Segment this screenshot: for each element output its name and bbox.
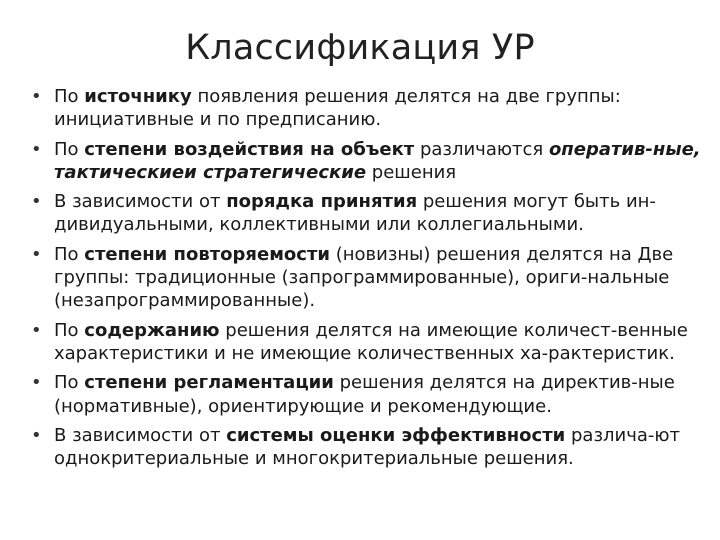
bullet-emphasis: источнику (84, 86, 192, 107)
bullet-text: В зависимости от (54, 191, 227, 213)
bullet-emphasis: порядка принятия (226, 191, 418, 213)
bullet-emphasis: содержанию (84, 319, 220, 341)
bullet-text: различа-ют однокритериальные и многокритериальные решения. (54, 424, 681, 470)
bullet-item (31, 424, 701, 471)
bullet-emphasis: системы оценки эффективности (226, 424, 566, 446)
bullet-item (31, 371, 701, 418)
bullet-text: решения (366, 161, 457, 183)
slide-title: Классификация УР (185, 28, 535, 68)
bullet-text: По (54, 319, 85, 341)
bullet-emphasis: степени регламентации (84, 372, 334, 394)
bullet-text: решения делятся на директив-ные (нормативные), ориентирующие и рекомендующие. (54, 372, 675, 417)
bullet-text: различаются (414, 138, 549, 160)
bullet-text: (новизны) решения делятся на Две группы: традиционные (запрограммированные), ориги-нальные (незапрограммированные). (54, 243, 674, 312)
bullet-item (31, 243, 701, 313)
bullet-text: По (54, 86, 85, 107)
bullet-emphasis: степени повторяемости (84, 243, 330, 265)
bullet-text: По (54, 372, 85, 394)
bullet-text: По (54, 138, 85, 160)
bullet-text: появления решения делятся на две группы: инициативные и по предписанию. (54, 86, 621, 131)
bullet-list (31, 85, 701, 476)
bullet-item (31, 138, 701, 185)
bullet-text: По (54, 243, 85, 265)
bullet-item (31, 190, 701, 237)
bullet-item (31, 85, 701, 132)
bullet-text: В зависимости от (54, 424, 227, 446)
bullet-text: решения могут быть ин-дивидуальными, коллективными или коллегиальными. (54, 191, 656, 236)
bullet-emphasis: оператив-ные, тактическиеи стратегические (54, 138, 701, 183)
bullet-emphasis: степени воздействия на объект (84, 138, 415, 160)
bullet-item (31, 319, 701, 366)
bullet-text: решения делятся на имеющие количест-венные характеристики и не имеющие количественных ха-рактеристик. (54, 319, 688, 364)
